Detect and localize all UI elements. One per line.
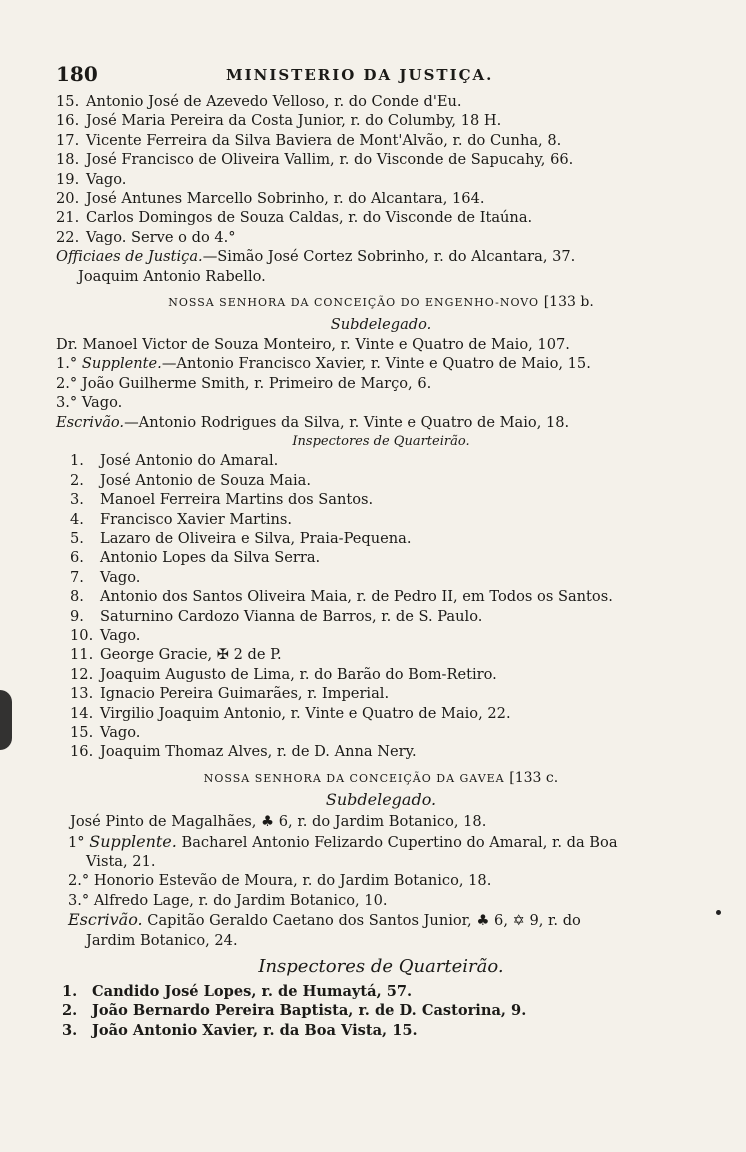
officiaes-line-2: Joaquim Antonio Rabello. — [78, 267, 266, 285]
gavea-escrivao-text: Capitão Geraldo Caetano dos Santos Junior, ♣ 6, ✡ 9, r. do — [147, 912, 581, 930]
list-item — [56, 131, 706, 150]
list-item-number: 6. — [70, 549, 84, 567]
engenho-supplente-3: 3.° Vago. — [56, 394, 123, 412]
list-item-text: Antonio Lopes da Silva Serra. — [100, 549, 321, 567]
engenho-heading: NOSSA SENHORA DA CONCEIÇÃO DO ENGENHO-NOVO — [168, 296, 540, 310]
list-item — [56, 982, 706, 1001]
gavea-inspectores-label: Inspectores de Quarteirão. — [258, 956, 504, 978]
list-item-text: Virgilio Joaquim Antonio, r. Vinte e Quatro de Maio, 22. — [100, 704, 511, 722]
list-item-number: 8. — [70, 588, 84, 606]
list-item-number: 20. — [56, 190, 80, 208]
list-item-text: José Antonio do Amaral. — [100, 452, 279, 470]
list-item-text: Vago. — [86, 170, 127, 188]
ink-smudge — [0, 690, 12, 750]
list-item-number: 3. — [70, 491, 84, 509]
list-item-number: 21. — [56, 209, 80, 227]
list-item — [56, 626, 706, 645]
list-item-number: 15. — [70, 724, 94, 741]
list-item-text: Antonio José de Azevedo Velloso, r. do Conde d'Eu. — [86, 93, 462, 110]
officiaes-line — [56, 247, 706, 266]
list-item — [56, 92, 706, 111]
list-item-number: 19. — [56, 170, 80, 188]
list-item-text: João Bernardo Pereira Baptista, r. de D. Castorina, 9. — [92, 1002, 527, 1020]
list-item-text: Francisco Xavier Martins. — [100, 510, 293, 528]
gavea-subdelegado-label: Subdelegado. — [325, 790, 437, 810]
gavea-subdelegado: José Pinto de Magalhães, ♣ 6, r. do Jardim Botanico, 18. — [70, 813, 487, 831]
list-item — [56, 111, 706, 130]
list-item-text: Joaquim Thomaz Alves, r. de D. Anna Nery. — [100, 743, 417, 761]
list-item-text: Saturnino Cardozo Vianna de Barros, r. de S. Paulo. — [100, 607, 483, 625]
list-item-text: Vago. Serve o do 4.° — [86, 228, 236, 246]
engenho-supplente-2: 2.° João Guilherme Smith, r. Primeiro de Março, 6. — [56, 374, 432, 392]
gavea-supplente-1-num: 1° — [68, 833, 85, 851]
list-item — [56, 665, 706, 684]
list-item — [56, 607, 706, 626]
list-item — [56, 150, 706, 169]
list-item — [56, 1001, 706, 1020]
gavea-ref: [133 c. — [509, 769, 559, 786]
list-item-text: George Gracie, ✠ 2 de P. — [100, 646, 282, 664]
ink-spot — [716, 910, 721, 915]
list-item — [56, 529, 706, 548]
list-item-number: 13. — [70, 685, 94, 703]
list-item — [56, 704, 706, 723]
engenho-supplente-1-label: Supplente. — [81, 355, 162, 373]
list-item-number: 22. — [56, 228, 80, 246]
list-item-text: Vago. — [100, 568, 141, 586]
page-number: 180 — [56, 62, 98, 86]
list-item — [56, 587, 706, 606]
gavea-heading: NOSSA SENHORA DA CONCEIÇÃO DA GAVEA — [203, 771, 505, 785]
gavea-inspectores-list — [56, 982, 706, 1040]
list-item — [56, 451, 706, 470]
list-item-text: José Antonio de Souza Maia. — [100, 471, 311, 489]
list-item — [56, 189, 706, 208]
gavea-supplente-2: 2.° Honorio Estevão de Moura, r. do Jardim Botanico, 18. — [68, 872, 492, 890]
engenho-supplente-1 — [56, 354, 706, 373]
list-item — [56, 208, 706, 227]
list-item-text: Vago. — [100, 724, 141, 741]
gavea-escrivao-label: Escrivão. — [68, 910, 143, 930]
gavea-escrivao — [56, 910, 706, 930]
gavea-heading-line — [56, 768, 706, 788]
gavea-supplente-1-label: Supplente. — [89, 831, 177, 851]
list-item-text: José Francisco de Oliveira Vallim, r. do Visconde de Sapucahy, 66. — [86, 151, 574, 169]
section-1-list — [56, 92, 706, 247]
list-item — [56, 548, 706, 567]
list-item — [56, 490, 706, 509]
engenho-subdelegado: Dr. Manoel Victor de Souza Monteiro, r. Vinte e Quatro de Maio, 107. — [56, 335, 570, 353]
engenho-ref: [133 b. — [543, 294, 594, 311]
list-item — [56, 510, 706, 529]
list-item-text: Ignacio Pereira Guimarães, r. Imperial. — [100, 685, 390, 703]
engenho-supplente-1-num: 1.° — [56, 355, 78, 373]
list-item-number: 12. — [70, 665, 94, 683]
list-item-number: 17. — [56, 131, 80, 149]
list-item-text: José Antunes Marcello Sobrinho, r. do Alcantara, 164. — [86, 190, 485, 208]
list-item-text: Candido José Lopes, r. de Humaytá, 57. — [92, 983, 413, 1001]
list-item-number: 1. — [70, 452, 84, 470]
list-item-number: 16. — [70, 743, 94, 761]
list-item-number: 3. — [62, 1021, 78, 1039]
officiaes-text: —Simão José Cortez Sobrinho, r. do Alcantara, 37. — [202, 248, 576, 266]
gavea-escrivao-cont: Jardim Botanico, 24. — [86, 931, 238, 949]
list-item-text: Vicente Ferreira da Silva Baviera de Mont'Alvão, r. do Cunha, 8. — [86, 131, 562, 149]
engenho-escrivao-text: —Antonio Rodrigues da Silva, r. Vinte e Quatro de Maio, 18. — [124, 413, 570, 431]
list-item-text: José Maria Pereira da Costa Junior, r. do Columby, 18 H. — [86, 112, 502, 130]
list-item-text: Vago. — [100, 626, 141, 644]
list-item — [56, 170, 706, 189]
list-item-text: Manoel Ferreira Martins dos Santos. — [100, 491, 374, 509]
list-item-number: 7. — [70, 568, 84, 586]
engenho-inspectores-list — [56, 451, 706, 762]
gavea-supplente-1-cont: Vista, 21. — [86, 853, 156, 871]
list-item-number: 2. — [62, 1002, 78, 1020]
engenho-inspectores-label: Inspectores de Quarteirão. — [292, 433, 470, 449]
list-item-text: Lazaro de Oliveira e Silva, Praia-Pequena. — [100, 529, 412, 547]
list-item-number: 11. — [70, 646, 94, 664]
officiaes-label: Officiaes de Justiça. — [56, 248, 203, 266]
list-item-number: 10. — [70, 626, 94, 644]
list-item — [56, 723, 706, 742]
list-item-number: 4. — [70, 510, 84, 528]
page-header — [56, 62, 706, 92]
list-item-number: 14. — [70, 704, 94, 722]
list-item — [56, 684, 706, 703]
gavea-supplente-1 — [56, 832, 706, 852]
engenho-subdelegado-label: Subdelegado. — [330, 316, 432, 334]
document-page — [56, 62, 706, 1040]
list-item — [56, 645, 706, 664]
list-item-text: Joaquim Augusto de Lima, r. do Barão do Bom-Retiro. — [100, 665, 497, 683]
list-item-number: 9. — [70, 607, 84, 625]
gavea-supplente-1-text: Bacharel Antonio Felizardo Cupertino do Amaral, r. da Boa — [181, 833, 618, 851]
list-item — [56, 1021, 706, 1040]
engenho-heading-line — [56, 292, 706, 312]
list-item-number: 15. — [56, 93, 80, 110]
list-item-number: 2. — [70, 471, 84, 489]
list-item-number: 18. — [56, 151, 80, 169]
page-title: MINISTERIO DA JUSTIÇA. — [226, 66, 494, 84]
engenho-supplente-1-text: —Antonio Francisco Xavier, r. Vinte e Quatro de Maio, 15. — [161, 355, 591, 373]
list-item-text: Antonio dos Santos Oliveira Maia, r. de Pedro II, em Todos os Santos. — [100, 588, 613, 606]
list-item-number: 5. — [70, 529, 84, 547]
list-item-text: João Antonio Xavier, r. da Boa Vista, 15. — [92, 1021, 418, 1039]
list-item — [56, 742, 706, 761]
list-item-number: 1. — [62, 983, 78, 1001]
engenho-escrivao-label: Escrivão. — [56, 413, 125, 431]
list-item — [56, 471, 706, 490]
list-item — [56, 228, 706, 247]
gavea-supplente-3: 3.° Alfredo Lage, r. do Jardim Botanico, 10. — [68, 891, 388, 909]
engenho-escrivao — [56, 413, 706, 432]
list-item-text: Carlos Domingos de Souza Caldas, r. do Visconde de Itaúna. — [86, 209, 533, 227]
list-item-number: 16. — [56, 112, 80, 130]
list-item — [56, 568, 706, 587]
